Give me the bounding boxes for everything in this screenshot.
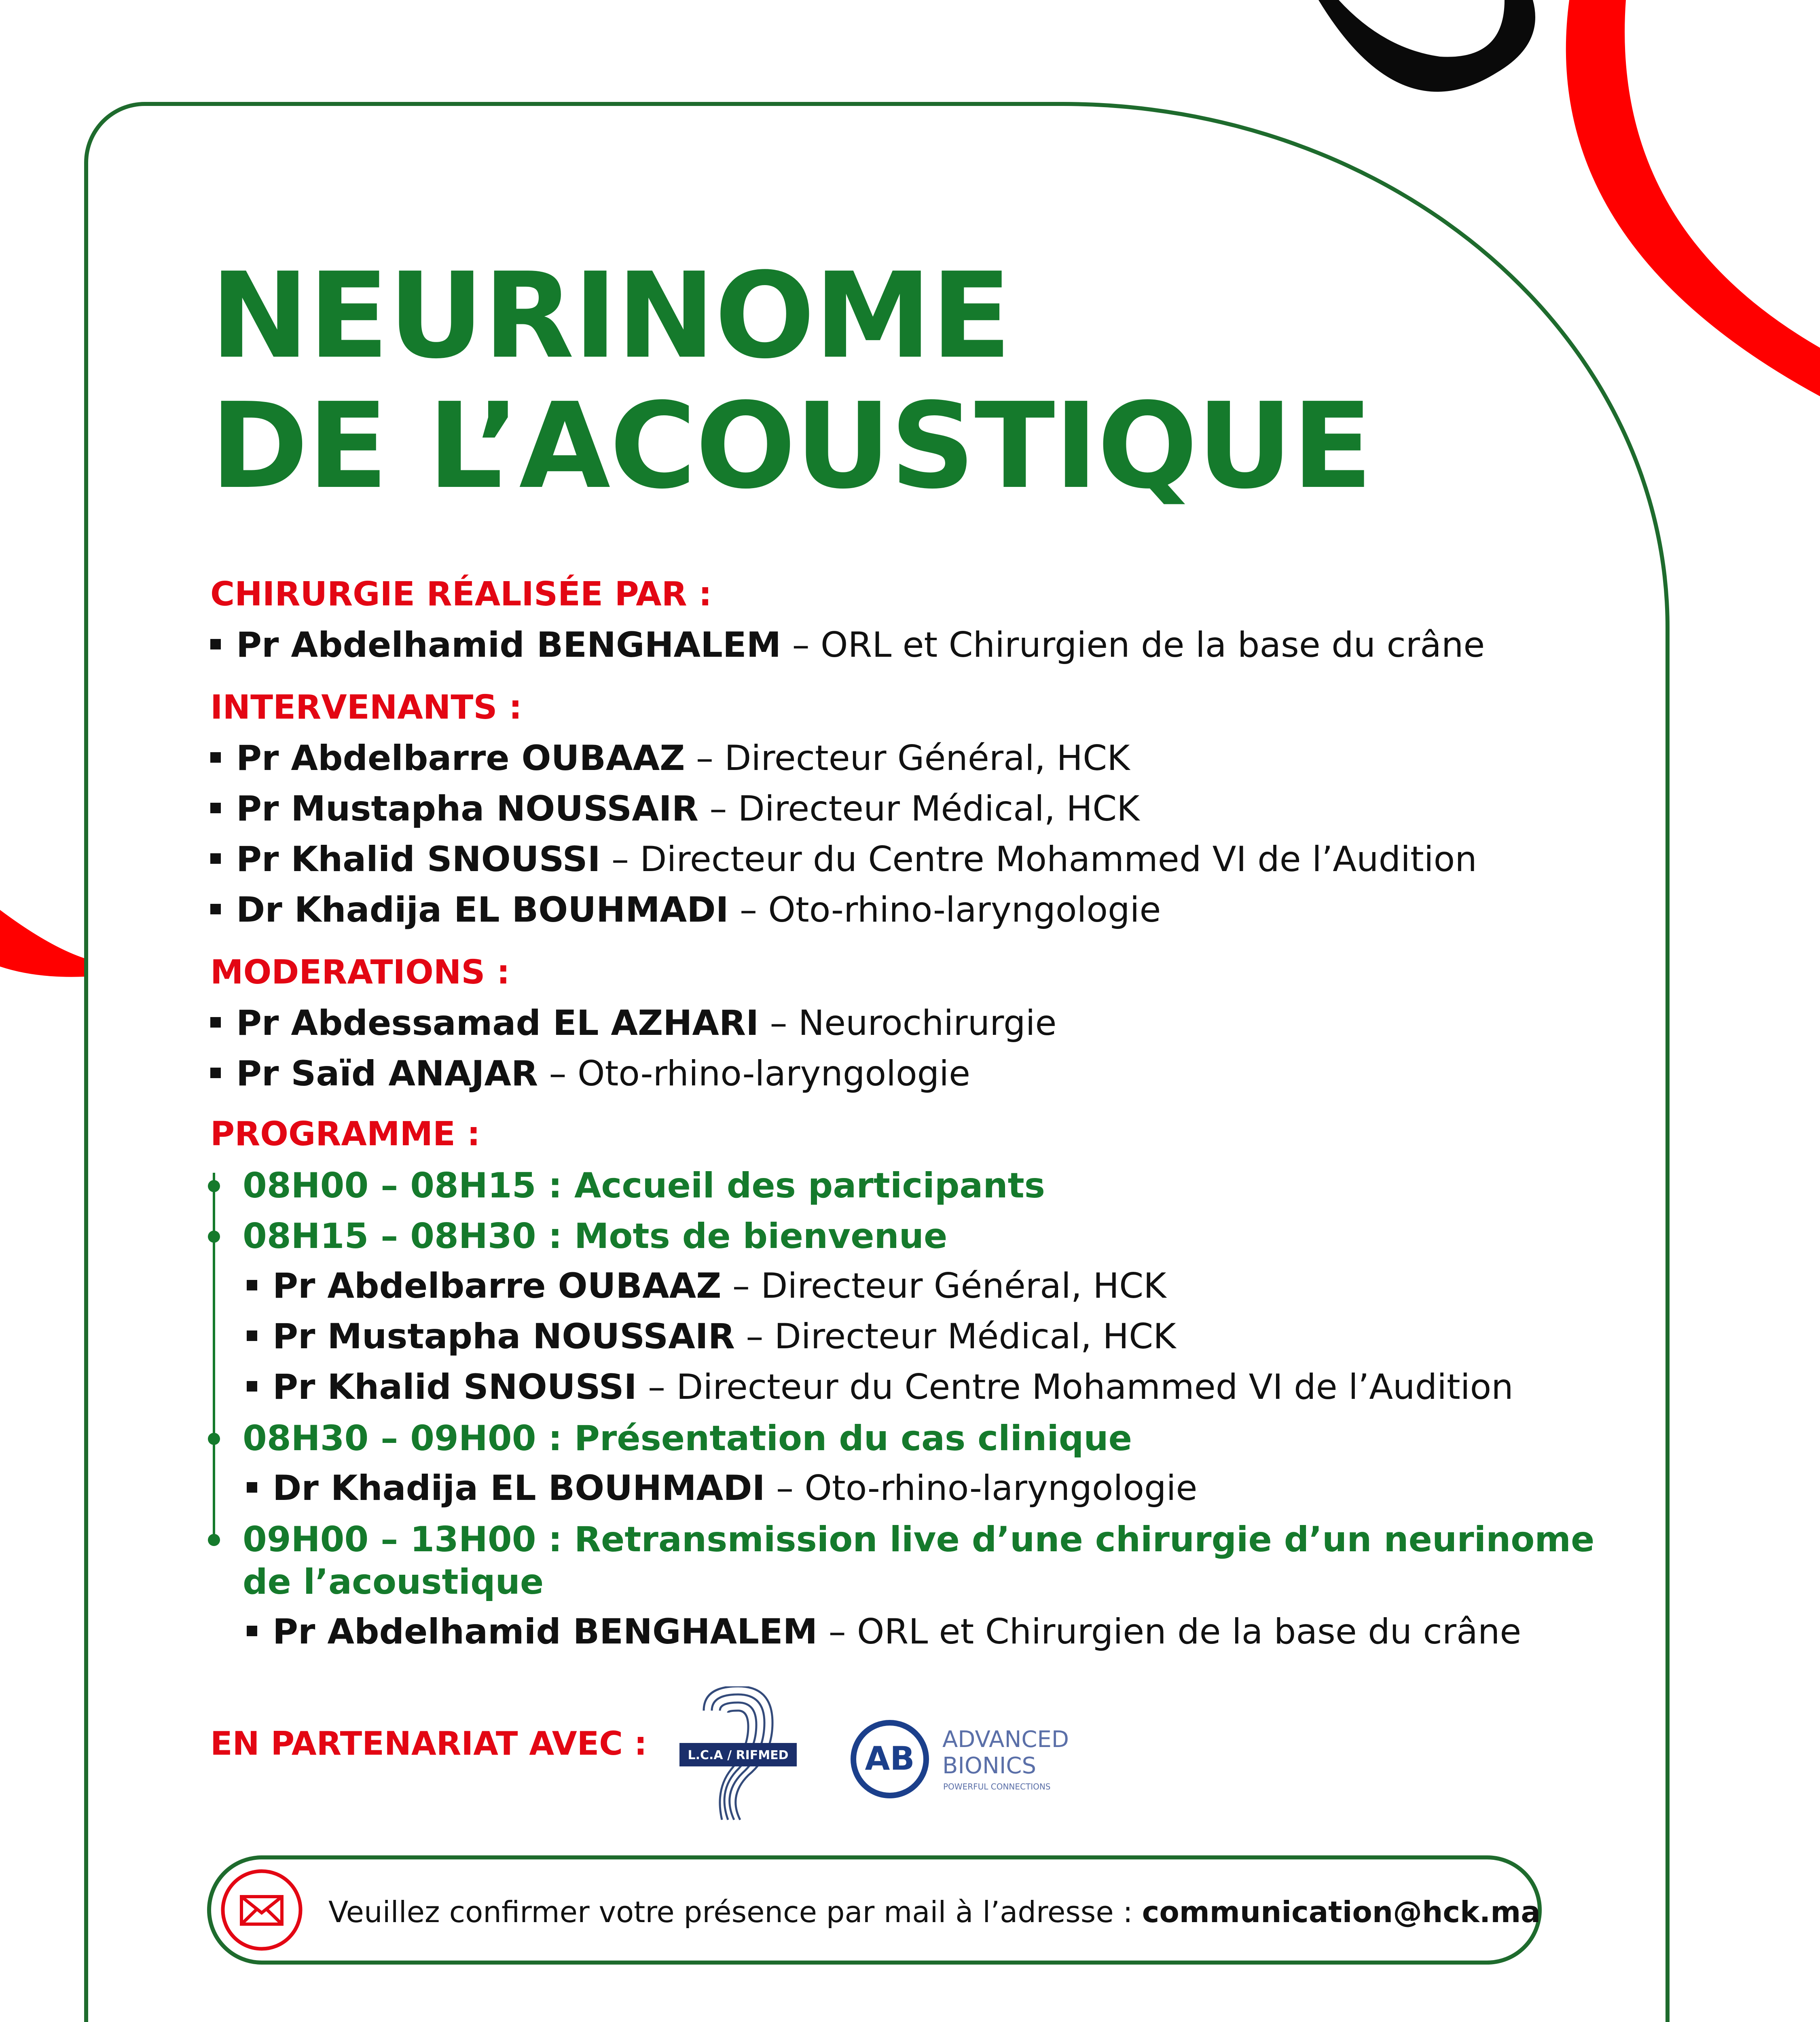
red-arc-top-right xyxy=(1566,0,1820,396)
ab-tagline: POWERFUL CONNECTIONS xyxy=(943,1782,1051,1791)
mail-icon xyxy=(219,1868,304,1952)
moderator-item xyxy=(210,1003,1056,1043)
title-line-1: NEURINOME xyxy=(210,247,1011,385)
person-role: – Oto-rhino-laryngologie xyxy=(765,1468,1198,1508)
partners-label: EN PARTENARIAT AVEC : xyxy=(210,1725,647,1762)
programme-slot-2-item xyxy=(247,1266,1166,1306)
bullet-square-icon xyxy=(210,1068,221,1078)
bullet-square-icon xyxy=(210,639,221,649)
timeline-dot xyxy=(208,1231,220,1243)
rsvp-message: Veuillez confirmer votre présence par mail à l’adresse : xyxy=(328,1895,1142,1929)
lca-label: L.C.A / RIFMED xyxy=(688,1748,789,1762)
speaker-item xyxy=(210,789,1140,829)
programme-timeline xyxy=(213,1173,215,1545)
bullet-square-icon xyxy=(210,752,221,763)
lca-rifmed-logo xyxy=(679,1686,797,1824)
timeline-dot xyxy=(208,1433,220,1445)
programme-slot-2: 08H15 – 08H30 : Mots de bienvenue xyxy=(243,1216,948,1256)
moderator-item xyxy=(210,1053,970,1094)
person-role: – Directeur du Centre Mohammed VI de l’Audition xyxy=(637,1367,1513,1407)
page-title xyxy=(210,247,1372,515)
title-line-2: DE L’ACOUSTIQUE xyxy=(210,377,1372,515)
surgery-item xyxy=(210,625,1485,665)
person-name: Pr Abdelbarre OUBAAZ xyxy=(273,1266,722,1306)
person-name: Pr Abdelbarre OUBAAZ xyxy=(236,738,685,778)
person-role: – Oto-rhino-laryngologie xyxy=(728,890,1161,930)
person-role: – ORL et Chirurgien de la base du crâne xyxy=(817,1612,1522,1652)
red-arc-left xyxy=(0,910,85,977)
speaker-item xyxy=(210,890,1161,930)
rsvp-email-link[interactable]: communication@hck.ma xyxy=(1142,1895,1541,1929)
bullet-square-icon xyxy=(210,853,221,864)
timeline-dot xyxy=(208,1180,220,1192)
timeline-dot xyxy=(208,1534,220,1546)
programme-slot-4: 09H00 – 13H00 : Retransmission live d’une chirurgie d’un neurinome xyxy=(243,1519,1595,1560)
person-name: Pr Abdessamad EL AZHARI xyxy=(236,1003,759,1043)
person-role: – Directeur Médical, HCK xyxy=(735,1316,1176,1357)
programme-slot-3: 08H30 – 09H00 : Présentation du cas clinique xyxy=(243,1418,1132,1459)
speaker-item xyxy=(210,738,1130,778)
moderations-heading: MODERATIONS : xyxy=(210,953,510,992)
person-role: – Directeur Médical, HCK xyxy=(698,789,1140,829)
bullet-square-icon xyxy=(210,1017,221,1028)
speakers-heading: INTERVENANTS : xyxy=(210,688,522,727)
bullet-square-icon xyxy=(247,1626,257,1636)
programme-heading: PROGRAMME : xyxy=(210,1115,480,1153)
ab-line-2: BIONICS xyxy=(942,1753,1037,1779)
advanced-bionics-logo xyxy=(849,1715,1108,1808)
person-role: – Neurochirurgie xyxy=(759,1003,1057,1043)
programme-slot-1: 08H00 – 08H15 : Accueil des participants xyxy=(243,1165,1045,1206)
ab-letters: AB xyxy=(865,1740,915,1777)
person-role: – Oto-rhino-laryngologie xyxy=(538,1053,970,1094)
programme-slot-3-item xyxy=(247,1468,1197,1508)
bullet-square-icon xyxy=(210,803,221,813)
programme-slot-4-cont: de l’acoustique xyxy=(243,1562,544,1602)
speaker-item xyxy=(210,839,1477,880)
surgery-heading: CHIRURGIE RÉALISÉE PAR : xyxy=(210,575,712,613)
rsvp-text xyxy=(328,1892,1541,1932)
person-role: – Directeur du Centre Mohammed VI de l’Audition xyxy=(600,839,1477,880)
bullet-square-icon xyxy=(247,1280,257,1290)
person-name: Pr Khalid SNOUSSI xyxy=(236,839,601,880)
bullet-square-icon xyxy=(247,1381,257,1392)
person-name: Pr Saïd ANAJAR xyxy=(236,1053,538,1094)
person-name: Pr Mustapha NOUSSAIR xyxy=(236,789,698,829)
person-role: – Directeur Général, HCK xyxy=(721,1266,1166,1306)
person-role: – Directeur Général, HCK xyxy=(685,738,1130,778)
person-name: Pr Khalid SNOUSSI xyxy=(273,1367,637,1407)
person-name: Dr Khadija EL BOUHMADI xyxy=(273,1468,765,1508)
programme-slot-2-item xyxy=(247,1367,1513,1407)
person-name: Pr Abdelhamid BENGHALEM xyxy=(273,1612,818,1652)
person-role: – ORL et Chirurgien de la base du crâne xyxy=(781,625,1485,665)
person-name: Dr Khadija EL BOUHMADI xyxy=(236,890,729,930)
programme-slot-2-item xyxy=(247,1316,1176,1357)
person-name: Pr Mustapha NOUSSAIR xyxy=(273,1316,735,1357)
ab-line-1: ADVANCED xyxy=(942,1726,1069,1753)
person-name: Pr Abdelhamid BENGHALEM xyxy=(236,625,781,665)
black-arc xyxy=(1318,0,1535,92)
bullet-square-icon xyxy=(210,904,221,914)
bullet-square-icon xyxy=(247,1330,257,1341)
rsvp-box xyxy=(207,1855,1542,1965)
bullet-square-icon xyxy=(247,1482,257,1493)
programme-slot-4-item xyxy=(247,1612,1521,1652)
